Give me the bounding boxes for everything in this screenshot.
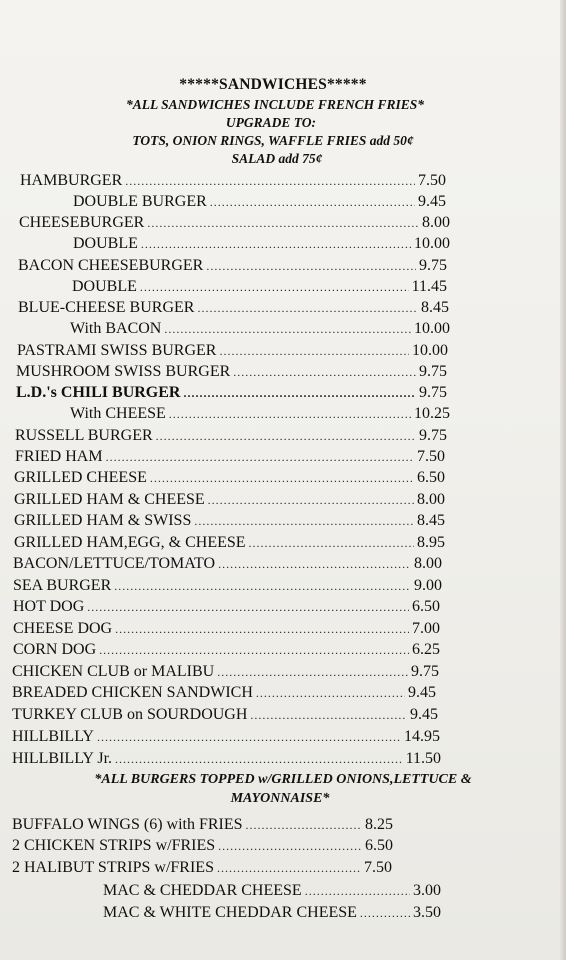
item-price: 9.45 [410,706,438,723]
item-name: SEA BURGER [13,577,112,594]
item-name: With CHEESE [70,405,166,422]
menu-item [12,835,393,857]
item-name: HOT DOG [13,598,85,615]
burger-toppings-note: *ALL BURGERS TOPPED w/GRILLED ONIONS,LETTUCE & [94,772,472,787]
item-price: 6.50 [417,469,445,486]
upgrade-options: TOTS, ONION RINGS, WAFFLE FRIES add 50¢ [132,133,414,148]
dot-leader [233,361,416,383]
item-price: 7.50 [417,448,445,465]
menu-title: *****SANDWICHES***** [179,76,367,93]
dot-leader [164,318,411,340]
item-price: 9.75 [419,427,447,444]
item-price: 9.00 [414,577,442,594]
dot-leader [256,682,405,704]
dot-leader [156,425,416,447]
item-name: BLUE-CHEESE BURGER [18,299,195,316]
menu-item [13,639,440,661]
item-name: With BACON [70,320,162,337]
menu-item [14,510,445,532]
menu-item [18,255,447,277]
item-price: 10.00 [414,235,450,252]
item-price: 7.50 [418,172,446,189]
dot-leader [217,857,361,879]
fries-note: *ALL SANDWICHES INCLUDE FRENCH FRIES* [125,97,425,112]
dot-leader [218,835,362,857]
menu-item [13,618,440,640]
item-price: 11.50 [405,750,441,767]
menu-item [103,902,441,924]
dot-leader [219,340,409,362]
item-name: GRILLED HAM & SWISS [14,512,192,529]
item-name: HILLBILLY Jr. [12,750,113,767]
menu-item [12,814,393,836]
item-price: 9.45 [408,684,436,701]
item-name: CHICKEN CLUB or MALIBU [12,663,215,680]
dot-leader [125,170,415,192]
dot-leader [246,814,362,836]
item-name: MAC & CHEDDAR CHEESE [103,882,302,899]
item-price: 8.45 [417,512,445,529]
menu-item [12,857,392,879]
item-name: PASTRAMI SWISS BURGER [17,342,217,359]
menu-item [15,446,445,468]
menu-item [13,553,442,575]
menu-item [12,661,439,683]
item-name: DOUBLE [73,235,138,252]
item-price: 14.95 [404,728,440,745]
item-name: HAMBURGER [20,172,123,189]
item-price: 10.00 [414,320,450,337]
item-price: 9.75 [419,384,447,401]
item-price: 6.25 [412,641,440,658]
menu-item [13,596,440,618]
item-price: 11.45 [411,278,447,295]
item-price: 9.75 [419,363,447,380]
item-name: MUSHROOM SWISS BURGER [16,363,231,380]
item-price: 7.50 [364,859,392,876]
item-price: 10.00 [412,342,448,359]
menu-item [12,748,441,770]
dot-leader [147,212,419,234]
dot-leader [218,553,411,575]
item-price: 8.25 [365,816,393,833]
item-name: GRILLED CHEESE [14,469,147,486]
menu-item [13,575,442,597]
menu-item [14,467,445,489]
salad-upgrade: SALAD add 75¢ [231,151,323,166]
menu-item [14,489,445,511]
item-price: 8.00 [417,491,445,508]
item-price: 8.45 [421,299,449,316]
item-name: 2 HALIBUT STRIPS w/FRIES [12,859,214,876]
item-name: CHEESEBURGER [19,214,145,231]
menu-item [18,297,449,319]
menu-item [19,212,450,234]
menu-item [14,532,445,554]
dot-leader [150,467,414,489]
item-name: CORN DOG [13,641,97,658]
dot-leader [208,489,414,511]
item-name: DOUBLE BURGER [73,193,207,210]
dot-leader [115,618,409,640]
item-name: BREADED CHICKEN SANDWICH [12,684,253,701]
item-price: 10.25 [414,405,450,422]
item-name: L.D.'s CHILI BURGER [16,384,181,401]
paper-edge [560,0,566,960]
item-price: 3.50 [413,904,441,921]
menu-item [15,425,447,447]
dot-leader [106,446,414,468]
menu-item [73,191,446,213]
dot-leader [169,403,411,425]
item-name: BACON CHEESEBURGER [18,257,204,274]
item-name: BACON/LETTUCE/TOMATO [13,555,216,572]
dot-leader [97,726,401,748]
dot-leader [114,575,411,597]
dot-leader [141,233,411,255]
item-name: BUFFALO WINGS (6) with FRIES [12,816,243,833]
dot-leader [87,596,409,618]
item-price: 9.75 [419,257,447,274]
item-price: 8.00 [422,214,450,231]
menu-item [72,276,447,298]
dot-leader [115,748,403,770]
item-price: 9.75 [411,663,439,680]
menu-item [16,382,447,404]
menu-item [12,726,440,748]
item-price: 7.00 [412,620,440,637]
item-price: 8.00 [414,555,442,572]
menu-item [16,361,447,383]
item-name: 2 CHICKEN STRIPS w/FRIES [12,837,216,854]
item-price: 9.45 [418,193,446,210]
item-price: 6.50 [412,598,440,615]
dot-leader [140,276,409,298]
menu-item [20,170,446,192]
item-name: HILLBILLY [12,728,94,745]
dot-leader [206,255,416,277]
dot-leader [250,704,407,726]
menu-item [70,318,450,340]
dot-leader [210,191,415,213]
dot-leader [183,382,416,404]
menu-item [103,880,441,902]
item-price: 8.95 [417,534,445,551]
item-name: DOUBLE [72,278,137,295]
dot-leader [194,510,414,532]
dot-leader [360,902,410,924]
item-name: GRILLED HAM,EGG, & CHEESE [14,534,246,551]
menu-item [12,682,436,704]
dot-leader [249,532,414,554]
item-name: CHEESE DOG [13,620,113,637]
dot-leader [197,297,418,319]
dot-leader [99,639,409,661]
item-name: TURKEY CLUB on SOURDOUGH [12,706,248,723]
item-name: RUSSELL BURGER [15,427,153,444]
upgrade-label: UPGRADE TO: [225,115,317,130]
item-name: FRIED HAM [15,448,103,465]
menu-item [70,403,450,425]
menu-item [73,233,450,255]
dot-leader [217,661,408,683]
item-price: 3.00 [413,882,441,899]
menu-item [12,704,438,726]
menu-item [17,340,448,362]
burger-toppings-note-cont: MAYONNAISE* [230,791,330,806]
item-name: MAC & WHITE CHEDDAR CHEESE [103,904,357,921]
dot-leader [305,880,410,902]
item-price: 6.50 [365,837,393,854]
item-name: GRILLED HAM & CHEESE [14,491,205,508]
